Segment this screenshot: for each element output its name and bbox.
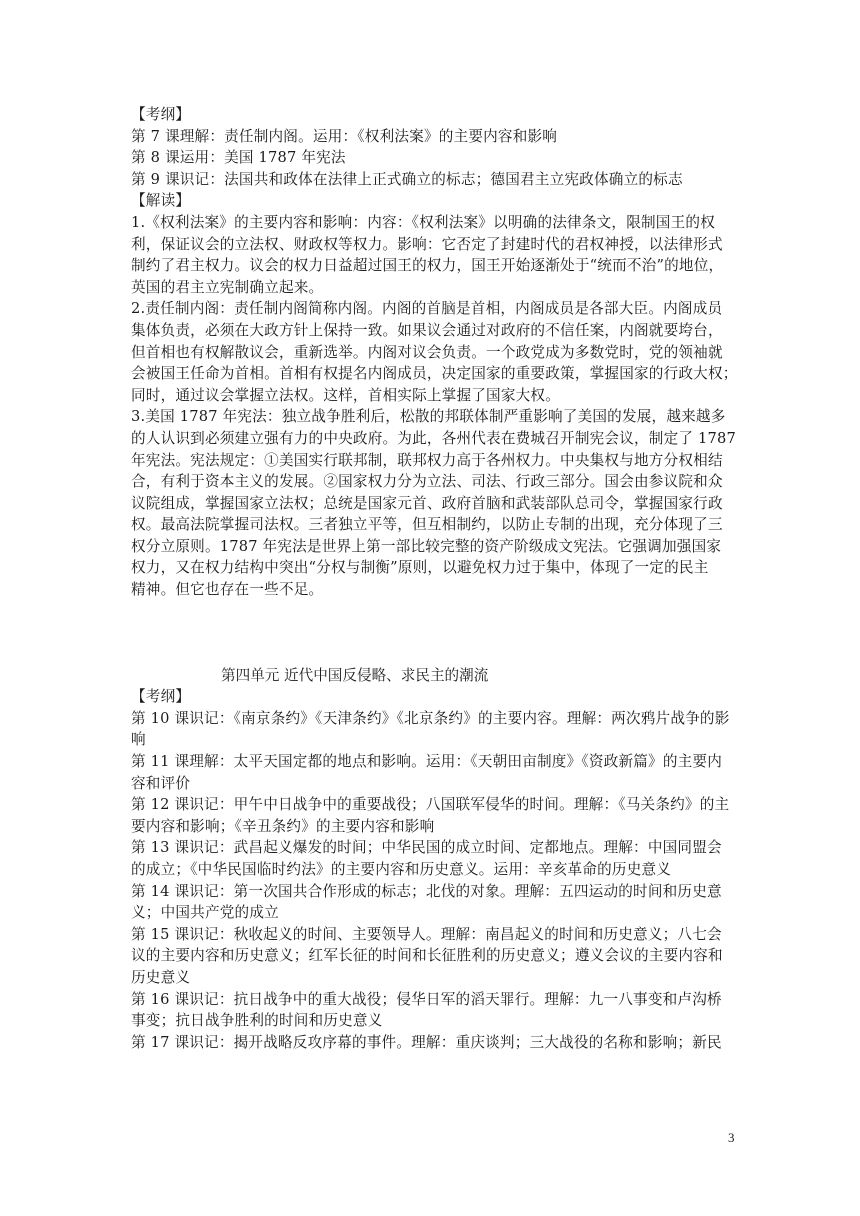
text-line: 【考纲】 bbox=[131, 106, 191, 123]
text-line: 权。最高法院掌握司法权。三者独立平等，但互相制约，以防止专制的出现，充分体现了三 bbox=[131, 516, 723, 534]
text-line: 【考纲】 bbox=[131, 688, 191, 706]
text-line: 精神。但它也存在一些不足。 bbox=[131, 581, 324, 599]
text-line: 权分立原则。1787 年宪法是世界上第一部比较完整的资产阶级成文宪法。它强调加强国家 bbox=[131, 537, 722, 555]
section-unit-four bbox=[131, 686, 741, 1053]
text-line: 第 17 课识记：揭开战略反攻序幕的事件。理解：重庆谈判；三大战役的名称和影响；新民 bbox=[131, 1033, 722, 1051]
text-line: 2.责任制内阁：责任制内阁简称内阁。内阁的首脑是首相，内阁成员是各部大臣。内阁成员 bbox=[131, 300, 723, 318]
text-line: 1.《权利法案》的主要内容和影响：内容：《权利法案》以明确的法律条文，限制国王的权 bbox=[131, 213, 715, 231]
text-line: 同时，通过议会掌握立法权。这样，首相实际上掌握了国家大权。 bbox=[131, 386, 561, 404]
text-line: 集体负责，必须在大政方针上保持一致。如果议会通过对政府的不信任案，内阁就要垮台， bbox=[131, 321, 723, 339]
text-line: 的人认识到必须建立强有力的中央政府。为此，各州代表在费城召开制宪会议，制定了 1787 bbox=[131, 429, 736, 447]
text-line: 第 8 课运用：美国 1787 年宪法 bbox=[131, 149, 346, 167]
text-line: 合，有利于资本主义的发展。②国家权力分为立法、司法、行政三部分。国会由参议院和众 bbox=[131, 473, 723, 491]
text-line: 第 13 课识记：武昌起义爆发的时间；中华民国的成立时间、定都地点。理解：中国同盟会 bbox=[131, 839, 722, 857]
text-line: 【解读】 bbox=[131, 192, 191, 210]
text-line: 利，保证议会的立法权、财政权等权力。影响：它否定了封建时代的君权神授，以法律形式 bbox=[131, 235, 723, 253]
text-line: 事变；抗日战争胜利的时间和历史意义 bbox=[131, 1012, 383, 1030]
page-number: 3 bbox=[728, 1130, 735, 1145]
text-line: 响 bbox=[131, 731, 146, 749]
text-line: 但首相也有权解散议会，重新选举。内阁对议会负责。一个政党成为多数党时，党的领袖就 bbox=[131, 343, 723, 361]
text-line: 第 7 课理解：责任制内阁。运用：《权利法案》的主要内容和影响 bbox=[131, 127, 558, 145]
text-line: 义；中国共产党的成立 bbox=[131, 904, 279, 922]
text-line: 历史意义 bbox=[131, 968, 191, 986]
text-line: 第 14 课识记：第一次国共合作形成的标志；北伐的对象。理解：五四运动的时间和历史意 bbox=[131, 882, 722, 900]
text-line: 容和评价 bbox=[131, 774, 191, 792]
text-line: 第 9 课识记：法国共和政体在法律上正式确立的标志；德国君主立宪政体确立的标志 bbox=[131, 170, 683, 188]
text-line: 年宪法。宪法规定：①美国实行联邦制，联邦权力高于各州权力。中央集权与地方分权相结 bbox=[131, 451, 723, 469]
text-line: 第 16 课识记：抗日战争中的重大战役；侵华日军的滔天罪行。理解：九一八事变和卢沟桥 bbox=[131, 990, 722, 1008]
text-line: 3.美国 1787 年宪法：独立战争胜利后，松散的邦联体制严重影响了美国的发展，越来越多 bbox=[131, 408, 726, 426]
text-line: 第 10 课识记：《南京条约》《天津条约》《北京条约》的主要内容。理解：两次鸦片战争的影 bbox=[131, 709, 730, 727]
text-line: 的成立；《中华民国临时约法》的主要内容和历史意义。运用：辛亥革命的历史意义 bbox=[131, 861, 672, 878]
text-line: 权力，又在权力结构中突出“分权与制衡”原则，以避免权力过于集中，体现了一定的民主 bbox=[131, 559, 709, 577]
text-line: 议院组成，掌握国家立法权；总统是国家元首、政府首脑和武装部队总司令，掌握国家行政 bbox=[131, 494, 723, 512]
text-line: 第 11 课理解：太平天国定都的地点和影响。运用：《天朝田亩制度》《资政新篇》的主要内 bbox=[131, 753, 723, 771]
text-line: 第 15 课识记：秋收起义的时间、主要领导人。理解：南昌起义的时间和历史意义；八七会 bbox=[131, 925, 722, 943]
section-world-history bbox=[131, 104, 741, 601]
document-page bbox=[131, 104, 741, 1053]
text-line: 要内容和影响；《辛丑条约》的主要内容和影响 bbox=[131, 817, 435, 835]
unit-title: 第四单元 近代中国反侵略、求民主的潮流 bbox=[221, 666, 489, 684]
text-line: 会被国王任命为首相。首相有权提名内阁成员，决定国家的重要政策，掌握国家的行政大权； bbox=[131, 365, 738, 383]
text-line: 议的主要内容和历史意义；红军长征的时间和长征胜利的历史意义；遵义会议的主要内容和 bbox=[131, 947, 723, 965]
text-line: 第 12 课识记：甲午中日战争中的重要战役；八国联军侵华的时间。理解：《马关条约》的主 bbox=[131, 796, 730, 814]
section-gap bbox=[131, 601, 741, 665]
text-line: 英国的君主立宪制确立起来。 bbox=[131, 278, 324, 296]
text-line: 制约了君主权力。议会的权力日益超过国王的权力，国王开始逐渐处于“统而不治”的地位， bbox=[131, 257, 724, 275]
